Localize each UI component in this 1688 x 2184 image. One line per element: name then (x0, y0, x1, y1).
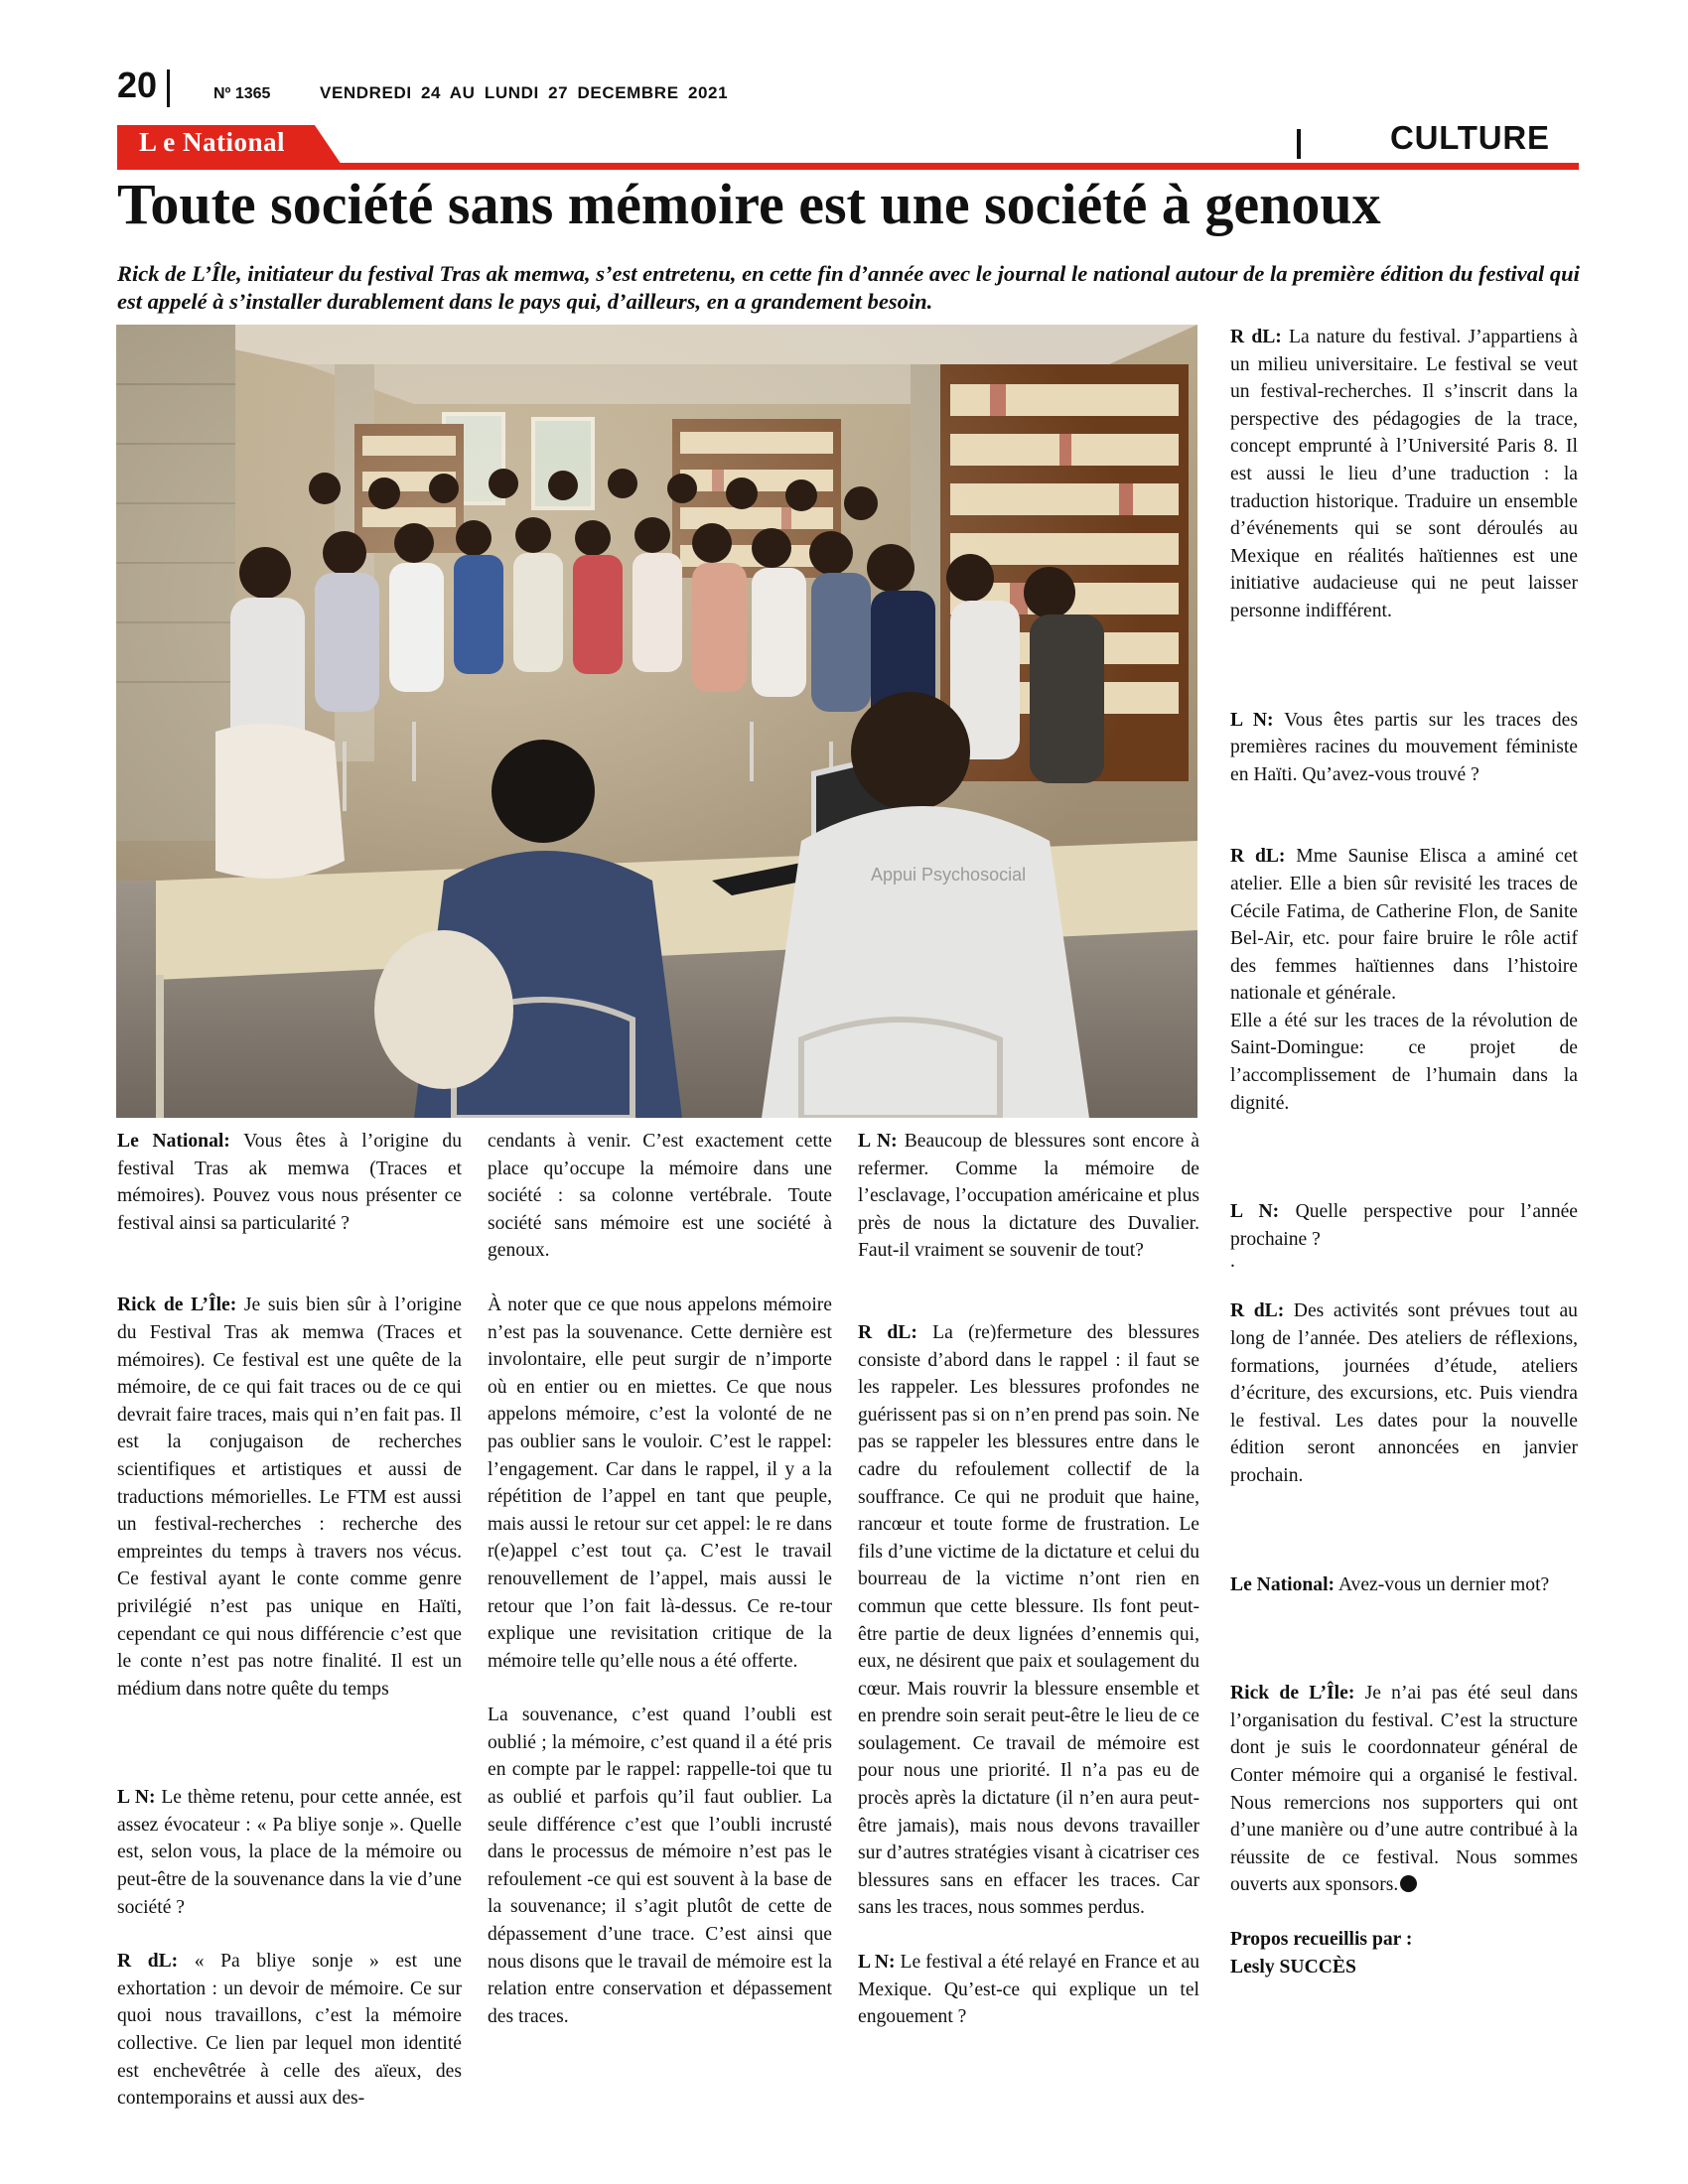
answer-text: Je suis bien sûr à l’origine du Festival Tras ak memwa (Traces et mémoires). Ce festival est une quête de la mémoire, de ce qui fait traces ou de ce qui devrait faire traces, mais qui n’en fait pas. Il est la conjugaison de recherches scientifiques et artistiques et aussi de traductions mémorielles. Le FTM est aussi un festival-recherches : recherche des empreintes du temps à travers nos vécus. Ce festival ayant le conte comme genre privilégié n’est pas unique en Haïti, cependant ce qui nous différencie c’est que le conte n’est pas notre finalité. Il est un médium dans notre quête du temps (117, 1295, 462, 1700)
question-paragraph (1230, 1571, 1578, 1599)
speaker-label: Le National: (1230, 1573, 1336, 1595)
byline-label: Propos recueillis par : (1230, 1928, 1413, 1950)
header-divider (167, 69, 170, 107)
question-text: Beaucoup de blessures sont encore à refermer. Comme la mémoire de l’esclavage, l’occupation américaine et plus près de nous la dictature des Duvalier. Faut-il vraiment se souvenir de tout? (858, 1131, 1199, 1262)
speaker-label: L N: (1230, 709, 1274, 731)
question-text: Quelle perspective pour l’année prochaine ? (1230, 1201, 1579, 1250)
answer-text: Je n’ai pas été seul dans l’organisation du festival. C’est la structure dont je suis le coordonnateur général de Conter mémoire qui a organisé le festival. Nous remercions nos supporters qui ont d’une manière ou d’une autre contribué à la réussite de ce festival. Nous sommes ouverts aux sponsors. (1230, 1683, 1578, 1896)
issue-number: Nº 1365 (213, 85, 271, 102)
answer-text: Des activités sont prévues tout au long de l’année. Des ateliers de réflexions, formations, journées d’étude, ateliers d’écriture, des excursions, etc. Puis viendra le festival. Les dates pour la nouvelle édition seront annoncées en janvier prochain. (1230, 1300, 1578, 1486)
issue-date: VENDREDI 24 AU LUNDI 27 DECEMBRE 2021 (320, 83, 729, 102)
article-column-4 (1230, 324, 1578, 1980)
speaker-label: L N: (117, 1787, 156, 1809)
speaker-label: R dL: (1230, 1300, 1285, 1322)
speaker-label: Le National: (117, 1131, 230, 1152)
question-text: Vous êtes à l’origine du festival Tras ak memwa (Traces et mémoires). Pouvez vous nous présenter ce festival ainsi sa particularité ? (117, 1131, 463, 1234)
question-paragraph (117, 1784, 462, 1921)
question-paragraph (117, 1128, 462, 1237)
question-text: Le festival a été relayé en France et au Mexique. Qu’est-ce qui explique un tel engouement ? (858, 1952, 1200, 2028)
answer-paragraph (858, 1319, 1199, 1922)
brand-name: L e National (139, 127, 286, 157)
byline-author (1230, 1954, 1578, 1981)
article-photo (116, 325, 1197, 1118)
speaker-label: R dL: (858, 1321, 917, 1343)
answer-paragraph: La souvenance, c’est quand l’oubli est oublié ; la mémoire, c’est quand il a été pris en compte par le rappel: rappelle-toi que tu as oublié et parfois qu’il faut oublier. La seule différence c’est que l’oubli incrusté dans le processus de mémoire n’est pas le refoulement -ce qui est souvent à la base de la souvenance; il s’agit plutôt de cette de dépassement d’une trace. C’est ainsi que nous disons que le travail de mémoire est la relation entre conservation et dépassement des traces. (488, 1705, 832, 2027)
article-column-3 (858, 1128, 1199, 2031)
question-paragraph (858, 1949, 1199, 2031)
banner-rule (117, 163, 1579, 170)
answer-text: « Pa bliye sonje » est une exhortation : un devoir de mémoire. Ce sur quoi nous travaillons, c’est la mémoire collective. Ce lien par lequel mon identité est enchevêtrée à celle des aïeux, des contemporains et aussi aux des- (117, 1951, 462, 2110)
byline-name: Lesly SUCCÈS (1230, 1956, 1356, 1978)
answer-paragraph: cendants à venir. C’est exactement cette place qu’occupe la mémoire dans une société : sa colonne vertébrale. Toute société sans mémoire est une société à genoux. (488, 1131, 832, 1262)
question-text: Vous êtes partis sur les traces des premières racines du mouvement féministe en Haïti. Qu’avez-vous trouvé ? (1230, 709, 1579, 785)
answer-paragraph (1230, 324, 1578, 625)
shirt-print: Appui Psychosocial (871, 865, 1027, 885)
end-mark-icon (1400, 1875, 1417, 1892)
answer-paragraph (1230, 1297, 1578, 1489)
answer-paragraph (117, 1292, 462, 1703)
speaker-label: L N: (858, 1131, 898, 1152)
byline (1230, 1926, 1578, 1954)
speaker-label: R dL: (117, 1951, 179, 1973)
answer-paragraph (117, 1948, 462, 2113)
answer-text: La (re)fermeture des blessures consiste d’abord dans le rappel : il faut se les rappeler. Les blessures profondes ne guérissent pas si on n’en prend pas soin. Ne pas se rappeler les blessures entre dans le cadre du refoulement collectif de la souffrance. Ce qui ne produit que haine, rancœur et toute forme de frustration. Le fils d’une victime de la dictature et celui du bourreau de la victime n’ont rien en commun que cette blessure. Ils font peut-être partie de deux lignées d’ennemis qui, eux, ne désirent que paix et soulagement du cœur. Mais rouvrir la blessure ensemble et en prendre soin serait peut-être le lieu de ce soulagement. Ce travail de mémoire est pour nous une priorité. Il n’a pas eu de procès après la dictature (il n’en aura peut-être jamais), mais nous devons travailler sur d’autres stratégies visant à cicatriser ces blessures sans en effacer les traces. Car sans les traces, nous sommes perdus. (858, 1321, 1199, 1919)
question-paragraph (1230, 1198, 1578, 1253)
answer-text: La nature du festival. J’appartiens à un milieu universitaire. Le festival se veut un festival-recherches. Il s’inscrit dans la perspective des pédagogies de la trace, concept emprunté à l’Université Paris 8. Il est aussi le lieu d’une traduction : la traduction historique. Traduire un ensemble d’événements qui se sont déroulés au Mexique en réalités haïtiennes est une initiative audacieuse qui ne peut laisser personne indifférent. (1230, 327, 1578, 621)
answer-paragraph (1230, 1680, 1578, 1899)
speaker-label: Rick de L’Île: (117, 1295, 237, 1316)
question-paragraph (858, 1128, 1199, 1265)
section-label: CULTURE (1390, 119, 1550, 156)
speaker-label: L N: (858, 1952, 896, 1974)
speaker-label: R dL: (1230, 327, 1282, 347)
article-column-1 (117, 1128, 462, 2113)
answer-paragraph (1230, 843, 1578, 1008)
question-paragraph (1230, 707, 1578, 789)
answer-text: Mme Saunise Elisca a aminé cet atelier. Elle a bien sûr revisité les traces de Cécile Fatima, de Catherine Flon, de Sanite Bel-Air, etc. pour faire bruire le rôle actif des femmes haïtiennes dans l’histoire nationale et générale. (1230, 846, 1578, 1005)
speaker-label: R dL: (1230, 846, 1286, 868)
answer-paragraph: À noter que ce que nous appelons mémoire n’est pas la souvenance. Cette dernière est involontaire, elle peut surgir de n’importe où en entier ou en miettes. Ce que nous appelons mémoire, c’est la volonté de ne pas oublier sans le vouloir. C’est le rappel: l’engagement. Car dans le rappel, il y a la répétition de l’appel en tant que peuple, mais aussi le retour sur cet appel: le re dans r(e)appel c’est tout ça. C’est le travail renouvellement de l’appel, mais aussi le retour que l’on fait là-dessus. Ce re-tour explique une revisitation critique de la mémoire telle qu’elle nous a été offerte. (488, 1294, 832, 1672)
question-text: Le thème retenu, pour cette année, est assez évocateur : « Pa bliye sonje ». Quelle est, selon vous, la place de la mémoire ou peut-être de la souvenance dans la vie d’une société ? (117, 1787, 462, 1918)
speaker-label: L N: (1230, 1201, 1280, 1223)
speaker-label: Rick de L’Île: (1230, 1683, 1355, 1705)
question-text: Avez-vous un dernier mot? (1335, 1573, 1550, 1595)
answer-paragraph: Elle a été sur les traces de la révolution de Saint-Domingue: ce projet de l’accomplissement de l’humain dans la dignité. (1230, 1010, 1578, 1114)
article-column-2 (488, 1128, 832, 2030)
page-number: 20 (117, 65, 158, 105)
lede: Rick de L’Île, initiateur du festival Tras ak memwa, s’est entretenu, en cette fin d’année avec le journal le national autour de la première édition du festival qui est appelé à s’installer durablement dans le pays qui, d’ailleurs, en a grandement besoin. (117, 261, 1580, 314)
section-divider (1297, 129, 1301, 159)
stray-dot: . (1230, 1251, 1235, 1273)
headline: Toute société sans mémoire est une société à genoux (117, 172, 1381, 236)
